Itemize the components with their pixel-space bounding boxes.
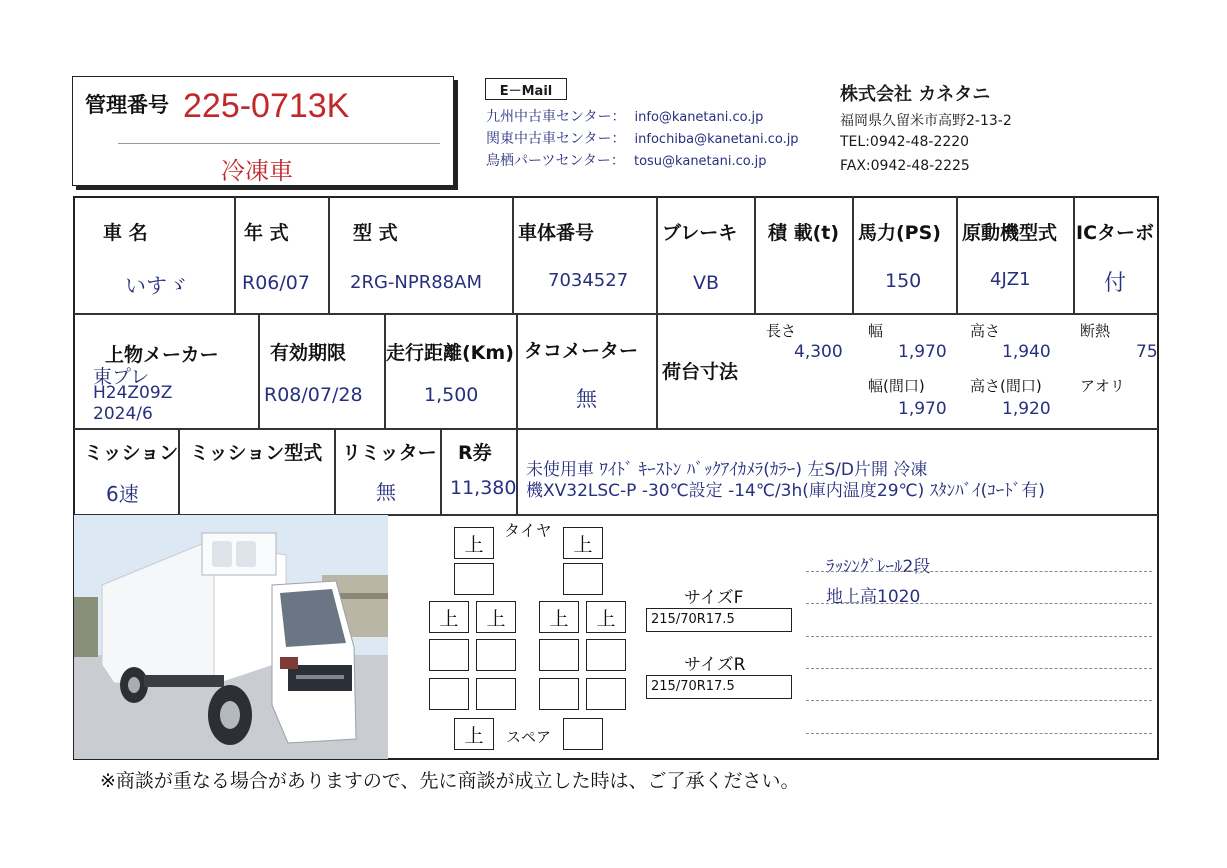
- value-model: 2RG-NPR88AM: [350, 272, 482, 293]
- remark-line: [806, 668, 1152, 669]
- tire-spare-2[interactable]: [563, 718, 603, 750]
- tire-rear-l4[interactable]: [476, 639, 516, 671]
- size-f-value: 215/70R17.5: [651, 612, 735, 627]
- tire-front-left[interactable]: [454, 527, 494, 559]
- col-divider: [754, 197, 756, 313]
- remark-line: [806, 733, 1152, 734]
- kanri-label: 管理番号: [85, 93, 169, 117]
- col-divider: [956, 197, 958, 313]
- mileage-value: 1,500: [424, 384, 479, 406]
- center-email[interactable]: info@kanetani.co.jp: [634, 110, 764, 125]
- company-address: 福岡県久留米市高野2-13-2: [840, 113, 1012, 129]
- tire-rear-r1[interactable]: [539, 601, 579, 633]
- r-label: R券: [458, 442, 492, 464]
- col-divider: [328, 197, 330, 313]
- tire-mark: 上: [439, 607, 459, 630]
- center-row: [486, 128, 799, 150]
- col-divider: [440, 429, 442, 514]
- value-car-name: いすゞ: [125, 274, 188, 298]
- value-power: 150: [885, 270, 922, 292]
- aori-label: アオリ: [1080, 377, 1125, 395]
- truck-photo: [74, 515, 388, 759]
- center-name: 九州中古車センター：: [486, 109, 626, 125]
- tire-rear-l3[interactable]: [429, 639, 469, 671]
- limiter-value: 無: [376, 480, 396, 504]
- center-row: [486, 106, 799, 128]
- value-turbo: 付: [1104, 271, 1127, 296]
- tacho-value: 無: [576, 387, 597, 411]
- email-tag: [485, 78, 567, 100]
- header-car-name: 車 名: [103, 222, 148, 244]
- header-engine: 原動機型式: [962, 222, 1058, 244]
- expiry-label: 有効期限: [270, 342, 347, 364]
- tire-front-left-2[interactable]: [454, 563, 494, 595]
- footer-note: ※商談が重なる場合がありますので、先に商談が成立した時は、ご了承ください。: [100, 770, 800, 792]
- header-chassis: 車体番号: [518, 222, 595, 244]
- center-email[interactable]: tosu@kanetani.co.jp: [633, 154, 767, 169]
- tire-rear-r5[interactable]: [539, 678, 579, 710]
- center-name: 関東中古車センター：: [486, 131, 626, 147]
- tacho-label: タコメーター: [524, 340, 639, 362]
- length-label: 長さ: [766, 322, 797, 340]
- tire-label: タイヤ: [504, 521, 552, 540]
- row-divider: [74, 428, 1158, 430]
- truck-photo-svg: [74, 515, 388, 759]
- height-opening-label: 高さ(間口): [970, 377, 1042, 395]
- value-chassis: 7034527: [548, 270, 629, 291]
- col-divider: [1073, 197, 1075, 313]
- width-value: 1,970: [898, 342, 947, 362]
- width-opening-label: 幅(間口): [868, 377, 925, 395]
- tire-mark: 上: [464, 724, 484, 747]
- kanri-divider: [118, 143, 440, 144]
- size-r-field: [646, 675, 792, 699]
- size-f-field: [646, 608, 792, 632]
- maker-model: H24Z09Z: [93, 383, 173, 403]
- company-block: [840, 80, 1012, 182]
- size-f-label: サイズF: [684, 588, 744, 608]
- height-label: 高さ: [970, 322, 1001, 340]
- mission-type-label: ミッション型式: [190, 442, 323, 464]
- remark-line: [806, 700, 1152, 701]
- mission-label: ミッション: [84, 442, 179, 464]
- header-model: 型 式: [353, 222, 398, 244]
- insulation-label: 断熱: [1080, 322, 1111, 340]
- kanri-box: [72, 76, 454, 186]
- col-divider: [516, 314, 518, 428]
- tire-mark: 上: [549, 607, 569, 630]
- company-fax: FAX:0942-48-2225: [840, 158, 970, 174]
- header-turbo: ICターボ: [1076, 222, 1155, 244]
- value-engine: 4JZ1: [990, 269, 1031, 290]
- tire-mark: 上: [464, 533, 484, 556]
- maker-label: 上物メーカー: [105, 344, 219, 366]
- maker-date: 2024/6: [93, 404, 153, 424]
- tire-spare[interactable]: [454, 718, 494, 750]
- tire-rear-l2[interactable]: [476, 601, 516, 633]
- col-divider: [656, 314, 658, 428]
- length-value: 4,300: [794, 342, 843, 362]
- company-tel: TEL:0942-48-2220: [840, 134, 970, 150]
- center-list: [486, 106, 799, 172]
- kanri-number: 225-0713K: [183, 87, 350, 125]
- center-row: [486, 150, 799, 172]
- remark-line: [806, 571, 1152, 572]
- row-divider: [74, 313, 1158, 315]
- vehicle-type: 冷凍車: [221, 157, 293, 185]
- notes-line-2: 機XV32LSC-P -30℃設定 -14℃/3h(庫内温度29℃) ｽﾀﾝﾊﾞｲ(ｺｰﾄﾞ有): [526, 481, 1045, 501]
- insulation-value: 75: [1136, 342, 1158, 362]
- header-load: 積 載(t): [768, 222, 840, 244]
- expiry-value: R08/07/28: [264, 384, 363, 406]
- mission-value: 6速: [106, 482, 139, 506]
- remark-line: [806, 603, 1152, 604]
- spare-label: スペア: [506, 728, 552, 746]
- tire-front-right-2[interactable]: [563, 563, 603, 595]
- col-divider: [258, 314, 260, 428]
- tire-front-right[interactable]: [563, 527, 603, 559]
- size-r-value: 215/70R17.5: [651, 679, 735, 694]
- r-value: 11,380: [450, 477, 517, 499]
- width-opening-value: 1,970: [898, 399, 947, 419]
- tire-rear-l1[interactable]: [429, 601, 469, 633]
- limiter-label: リミッター: [342, 442, 437, 464]
- height-opening-value: 1,920: [1002, 399, 1051, 419]
- header-power: 馬力(PS): [858, 222, 941, 244]
- value-brake: VB: [693, 272, 720, 294]
- maker-value: 東プレ: [93, 366, 150, 388]
- tire-mark: 上: [486, 607, 506, 630]
- height-value: 1,940: [1002, 342, 1051, 362]
- tire-rear-r3[interactable]: [539, 639, 579, 671]
- tire-rear-l6[interactable]: [476, 678, 516, 710]
- cargo-label: 荷台寸法: [662, 361, 739, 383]
- remark-line: [806, 636, 1152, 637]
- company-name: 株式会社 カネタニ: [840, 84, 991, 105]
- col-divider: [334, 429, 336, 514]
- col-divider: [512, 197, 514, 313]
- center-email[interactable]: infochiba@kanetani.co.jp: [634, 132, 799, 147]
- width-label: 幅: [868, 322, 884, 340]
- col-divider: [384, 314, 386, 428]
- tire-rear-l5[interactable]: [429, 678, 469, 710]
- col-divider: [234, 197, 236, 313]
- header-year: 年 式: [244, 222, 289, 244]
- notes-line-1: 未使用車 ﾜｲﾄﾞ ｷｰｽﾄﾝ ﾊﾞｯｸｱｲｶﾒﾗ(ｶﾗｰ) 左S/D片開 冷凍: [526, 460, 928, 480]
- col-divider: [656, 197, 658, 313]
- tire-rear-r4[interactable]: [586, 639, 626, 671]
- col-divider: [516, 429, 518, 514]
- col-divider: [852, 197, 854, 313]
- remark-1: ﾗｯｼﾝｸﾞﾚｰﾙ2段: [826, 557, 931, 577]
- mileage-label: 走行距離(Km): [386, 342, 514, 364]
- remark-2: 地上高1020: [826, 587, 921, 607]
- email-tag-label: E－Mail: [499, 83, 553, 99]
- tire-mark: 上: [596, 607, 616, 630]
- header-brake: ブレーキ: [662, 222, 738, 244]
- tire-rear-r6[interactable]: [586, 678, 626, 710]
- center-name: 鳥栖パーツセンター：: [486, 153, 625, 169]
- tire-mark: 上: [573, 533, 593, 556]
- value-year: R06/07: [242, 272, 310, 294]
- tire-rear-r2[interactable]: [586, 601, 626, 633]
- size-r-label: サイズR: [684, 655, 746, 675]
